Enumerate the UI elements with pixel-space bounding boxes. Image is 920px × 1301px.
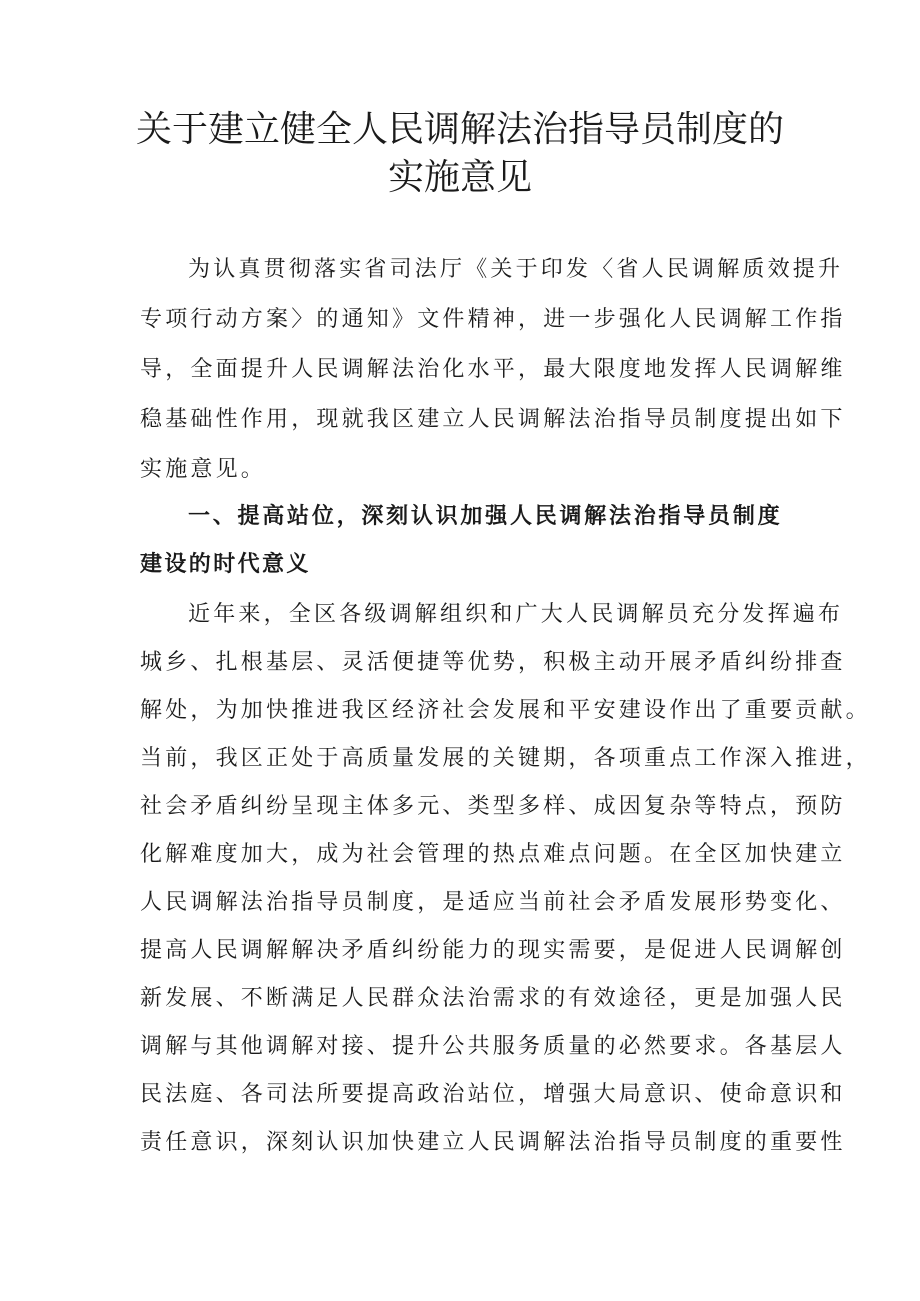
document-title-line-2: 实施意见 (387, 157, 532, 198)
section-heading-line: 建设的时代意义 (140, 552, 311, 577)
paragraph-line: 实施意见。 (140, 457, 267, 482)
section-heading-line: 一、提高站位，深刻认识加强人民调解法治指导员制度 (188, 504, 782, 529)
document-title-line-1: 关于建立健全人民调解法治指导员制度的 (135, 109, 784, 150)
paragraph-line: 化解难度加大，成为社会管理的热点难点问题。在全区加快建立 (140, 842, 846, 867)
paragraph-line: 当前，我区正处于高质量发展的关键期，各项重点工作深入推进， (140, 746, 871, 771)
paragraph-line: 导，全面提升人民调解法治化水平，最大限度地发挥人民调解维 (140, 357, 846, 382)
paragraph-line: 社会矛盾纠纷呈现主体多元、类型多样、成因复杂等特点，预防 (140, 794, 846, 819)
paragraph-line: 近年来，全区各级调解组织和广大人民调解员充分发挥遍布 (188, 602, 844, 627)
paragraph-line: 调解与其他调解对接、提升公共服务质量的必然要求。各基层人 (140, 1034, 846, 1059)
paragraph-line: 解处，为加快推进我区经济社会发展和平安建设作出了重要贡献。 (140, 698, 871, 723)
paragraph-line: 提高人民调解解决矛盾纠纷能力的现实需要，是促进人民调解创 (140, 938, 846, 963)
paragraph-line: 民法庭、各司法所要提高政治站位，增强大局意识、使命意识和 (140, 1082, 846, 1107)
paragraph-line: 专项行动方案〉的通知》文件精神，进一步强化人民调解工作指 (140, 307, 846, 332)
paragraph-line: 为认真贯彻落实省司法厅《关于印发〈省人民调解质效提升 (188, 257, 844, 282)
paragraph-line: 人民调解法治指导员制度，是适应当前社会矛盾发展形势变化、 (140, 890, 846, 915)
paragraph-line: 稳基础性作用，现就我区建立人民调解法治指导员制度提出如下 (140, 407, 846, 432)
paragraph-line: 城乡、扎根基层、灵活便捷等优势，积极主动开展矛盾纠纷排查 (140, 650, 846, 675)
paragraph-line: 新发展、不断满足人民群众法治需求的有效途径，更是加强人民 (140, 986, 846, 1011)
paragraph-line: 责任意识，深刻认识加快建立人民调解法治指导员制度的重要性 (140, 1130, 846, 1155)
